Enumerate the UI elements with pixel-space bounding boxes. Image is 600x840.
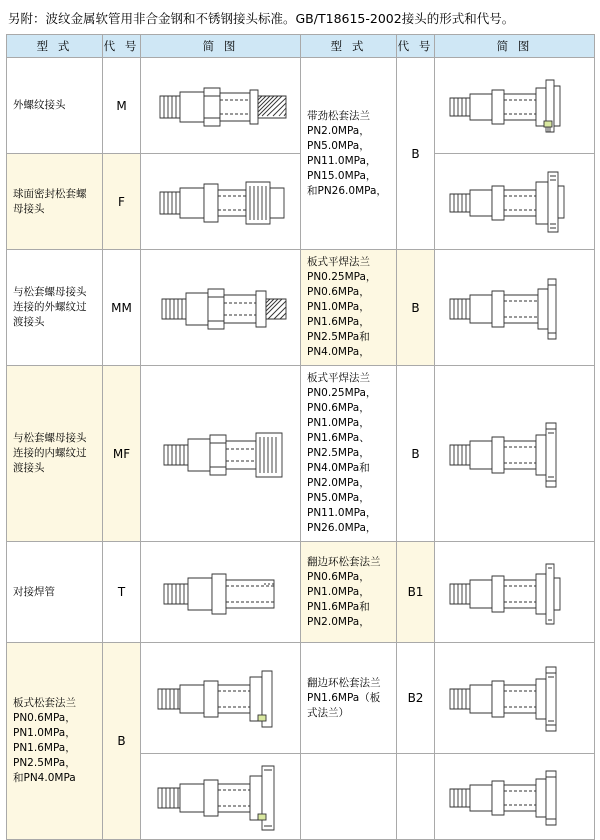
right-type-1 [301, 58, 397, 250]
right-figure-3 [435, 366, 595, 542]
left-figure-3 [141, 250, 301, 366]
left-type-4: 与松套螺母接头连接的内螺纹过渡接头 [7, 366, 103, 542]
page-title: 另附：波纹金属软管用非合金钢和不锈钢接头标准。GB/T18615-2002接头的形式和代号。 [8, 11, 515, 26]
left-code-4: MF [103, 366, 141, 542]
right-type-5-spacer [301, 754, 397, 840]
left-figure-6b [141, 754, 301, 840]
right-type-4 [301, 542, 397, 643]
left-code-6: B [103, 643, 141, 840]
right-code-1: B [397, 58, 435, 250]
header-left-code: 代 号 [103, 35, 141, 58]
right-type-3-l5: PN2.0MPa，PN5.0MPa， [307, 477, 370, 504]
table-row [7, 643, 595, 754]
right-code-5-spacer [397, 754, 435, 840]
header-right-code: 代 号 [397, 35, 435, 58]
right-type-1-l2: PN2.0MPa，PN5.0MPa， [307, 124, 370, 152]
left-figure-4 [141, 366, 301, 542]
right-figure-1b [435, 154, 595, 250]
left-type-3: 与松套螺母接头连接的外螺纹过渡接头 [7, 250, 103, 366]
left-type-6 [7, 643, 103, 840]
left-type-5: 对接焊管 [7, 542, 103, 643]
left-type-6-l4: 和PN4.0MPa [13, 772, 76, 784]
left-type-6-l2: PN0.6MPa，PN1.0MPa， [13, 712, 76, 739]
right-type-2-l2: PN0.25MPa，PN0.6MPa， [307, 271, 377, 298]
left-type-2: 球面密封松套螺母接头 [7, 154, 103, 250]
header-right-figure: 简 图 [435, 35, 595, 58]
right-type-2-l4: PN2.5MPa和PN4.0MPa， [307, 331, 370, 358]
right-type-3-l4: PN2.5MPa，PN4.0MPa和 [307, 447, 370, 474]
right-figure-5b [435, 754, 595, 840]
left-type-6-l3: PN1.6MPa，PN2.5MPa， [13, 742, 76, 769]
header-right-type: 型 式 [301, 35, 397, 58]
left-code-1: M [103, 58, 141, 154]
right-code-3: B [397, 366, 435, 542]
right-type-5-l1: 翻边环松套法兰 [307, 676, 381, 689]
right-figure-5 [435, 643, 595, 754]
right-type-2-l3: PN1.0MPa，PN1.6MPa， [307, 301, 370, 328]
right-type-2 [301, 250, 397, 366]
right-figure-2 [435, 250, 595, 366]
left-type-6-l1: 板式松套法兰 [13, 697, 76, 709]
left-figure-6a [141, 643, 301, 754]
right-code-2: B [397, 250, 435, 366]
right-type-5-l2: PN1.6MPa（板式法兰） [307, 691, 381, 719]
table-row [7, 542, 595, 643]
table-row [7, 250, 595, 366]
right-type-3-l6: PN11.0MPa，PN26.0MPa， [307, 507, 377, 534]
left-figure-1 [141, 58, 301, 154]
right-code-5: B2 [397, 643, 435, 754]
left-code-5: T [103, 542, 141, 643]
right-type-1-l1: 带劲松套法兰 [307, 109, 370, 122]
right-type-2-l1: 板式平焊法兰 [307, 256, 370, 268]
right-type-5 [301, 643, 397, 754]
table-row [7, 366, 595, 542]
right-type-1-l3: PN11.0MPa，PN15.0MPa， [307, 154, 377, 182]
right-type-1-l4: 和PN26.0MPa， [307, 184, 387, 197]
right-type-3-l1: 板式平焊法兰 [307, 372, 370, 384]
left-code-3: MM [103, 250, 141, 366]
right-figure-4 [435, 542, 595, 643]
table-header-row [7, 35, 595, 58]
left-figure-5 [141, 542, 301, 643]
right-type-4-l3: PN1.6MPa和PN2.0MPa， [307, 600, 370, 628]
right-type-3-l2: PN0.25MPa，PN0.6MPa， [307, 387, 377, 414]
right-type-3 [301, 366, 397, 542]
right-figure-1a [435, 58, 595, 154]
connector-standard-table [6, 34, 595, 840]
header-left-type: 型 式 [7, 35, 103, 58]
left-code-2: F [103, 154, 141, 250]
header-left-figure: 简 图 [141, 35, 301, 58]
left-figure-2 [141, 154, 301, 250]
left-type-1: 外螺纹接头 [7, 58, 103, 154]
right-code-4: B1 [397, 542, 435, 643]
right-type-4-l2: PN0.6MPa，PN1.0MPa， [307, 570, 370, 598]
right-type-3-l3: PN1.0MPa，PN1.6MPa、 [307, 417, 370, 444]
right-type-4-l1: 翻边环松套法兰 [307, 555, 381, 568]
table-row [7, 58, 595, 154]
